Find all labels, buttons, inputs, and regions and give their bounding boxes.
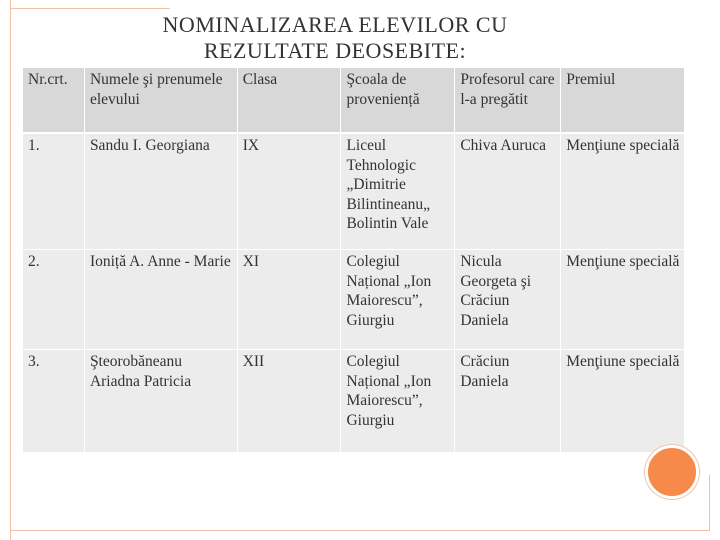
header-student-name: Numele şi prenumele elevului — [84, 68, 237, 134]
header-nr-crt: Nr.crt. — [23, 68, 85, 134]
slide-frame-right — [709, 475, 710, 531]
table-row — [23, 250, 685, 350]
cell-class: XI — [237, 250, 341, 350]
cell-teacher: Nicula Georgeta şi Crăciun Daniela — [455, 250, 561, 350]
slide-title — [95, 12, 575, 64]
cell-teacher: Chiva Auruca — [455, 133, 561, 250]
header-school: Şcoala de proveniență — [341, 68, 455, 134]
cell-school: Liceul Tehnologic „Dimitrie Bilintineanu„ Bolintin Vale — [341, 133, 455, 250]
cell-school: Colegiul Național „Ion Maiorescu”, Giurgiu — [341, 250, 455, 350]
cell-prize: Menţiune specială — [561, 133, 685, 250]
table-header-row — [23, 68, 685, 134]
nominations-table — [22, 67, 685, 453]
cell-school: Colegiul Național „Ion Maiorescu”, Giurgiu — [341, 350, 455, 453]
header-prize: Premiul — [561, 68, 685, 134]
table-row — [23, 133, 685, 250]
cell-prize: Menţiune specială — [561, 250, 685, 350]
slide-title-line-2: REZULTATE DEOSEBITE: — [203, 38, 467, 63]
decorative-orange-circle — [645, 445, 699, 499]
cell-teacher: Crăciun Daniela — [455, 350, 561, 453]
header-teacher: Profesorul care l-a pregătit — [455, 68, 561, 134]
cell-nr-crt: 2. — [23, 250, 85, 350]
cell-nr-crt: 3. — [23, 350, 85, 453]
slide-frame-left — [10, 0, 11, 540]
table-row — [23, 350, 685, 453]
slide-frame-bottom — [10, 530, 710, 531]
cell-prize: Menţiune specială — [561, 350, 685, 453]
cell-class: XII — [237, 350, 341, 453]
header-class: Clasa — [237, 68, 341, 134]
cell-nr-crt: 1. — [23, 133, 85, 250]
cell-student-name: Ioniță A. Anne - Marie — [84, 250, 237, 350]
cell-student-name: Sandu I. Georgiana — [84, 133, 237, 250]
cell-class: IX — [237, 133, 341, 250]
cell-student-name: Şteorobăneanu Ariadna Patricia — [84, 350, 237, 453]
slide-frame-top — [10, 8, 170, 9]
slide-title-line-1: NOMINALIZAREA ELEVILOR CU — [162, 12, 508, 37]
